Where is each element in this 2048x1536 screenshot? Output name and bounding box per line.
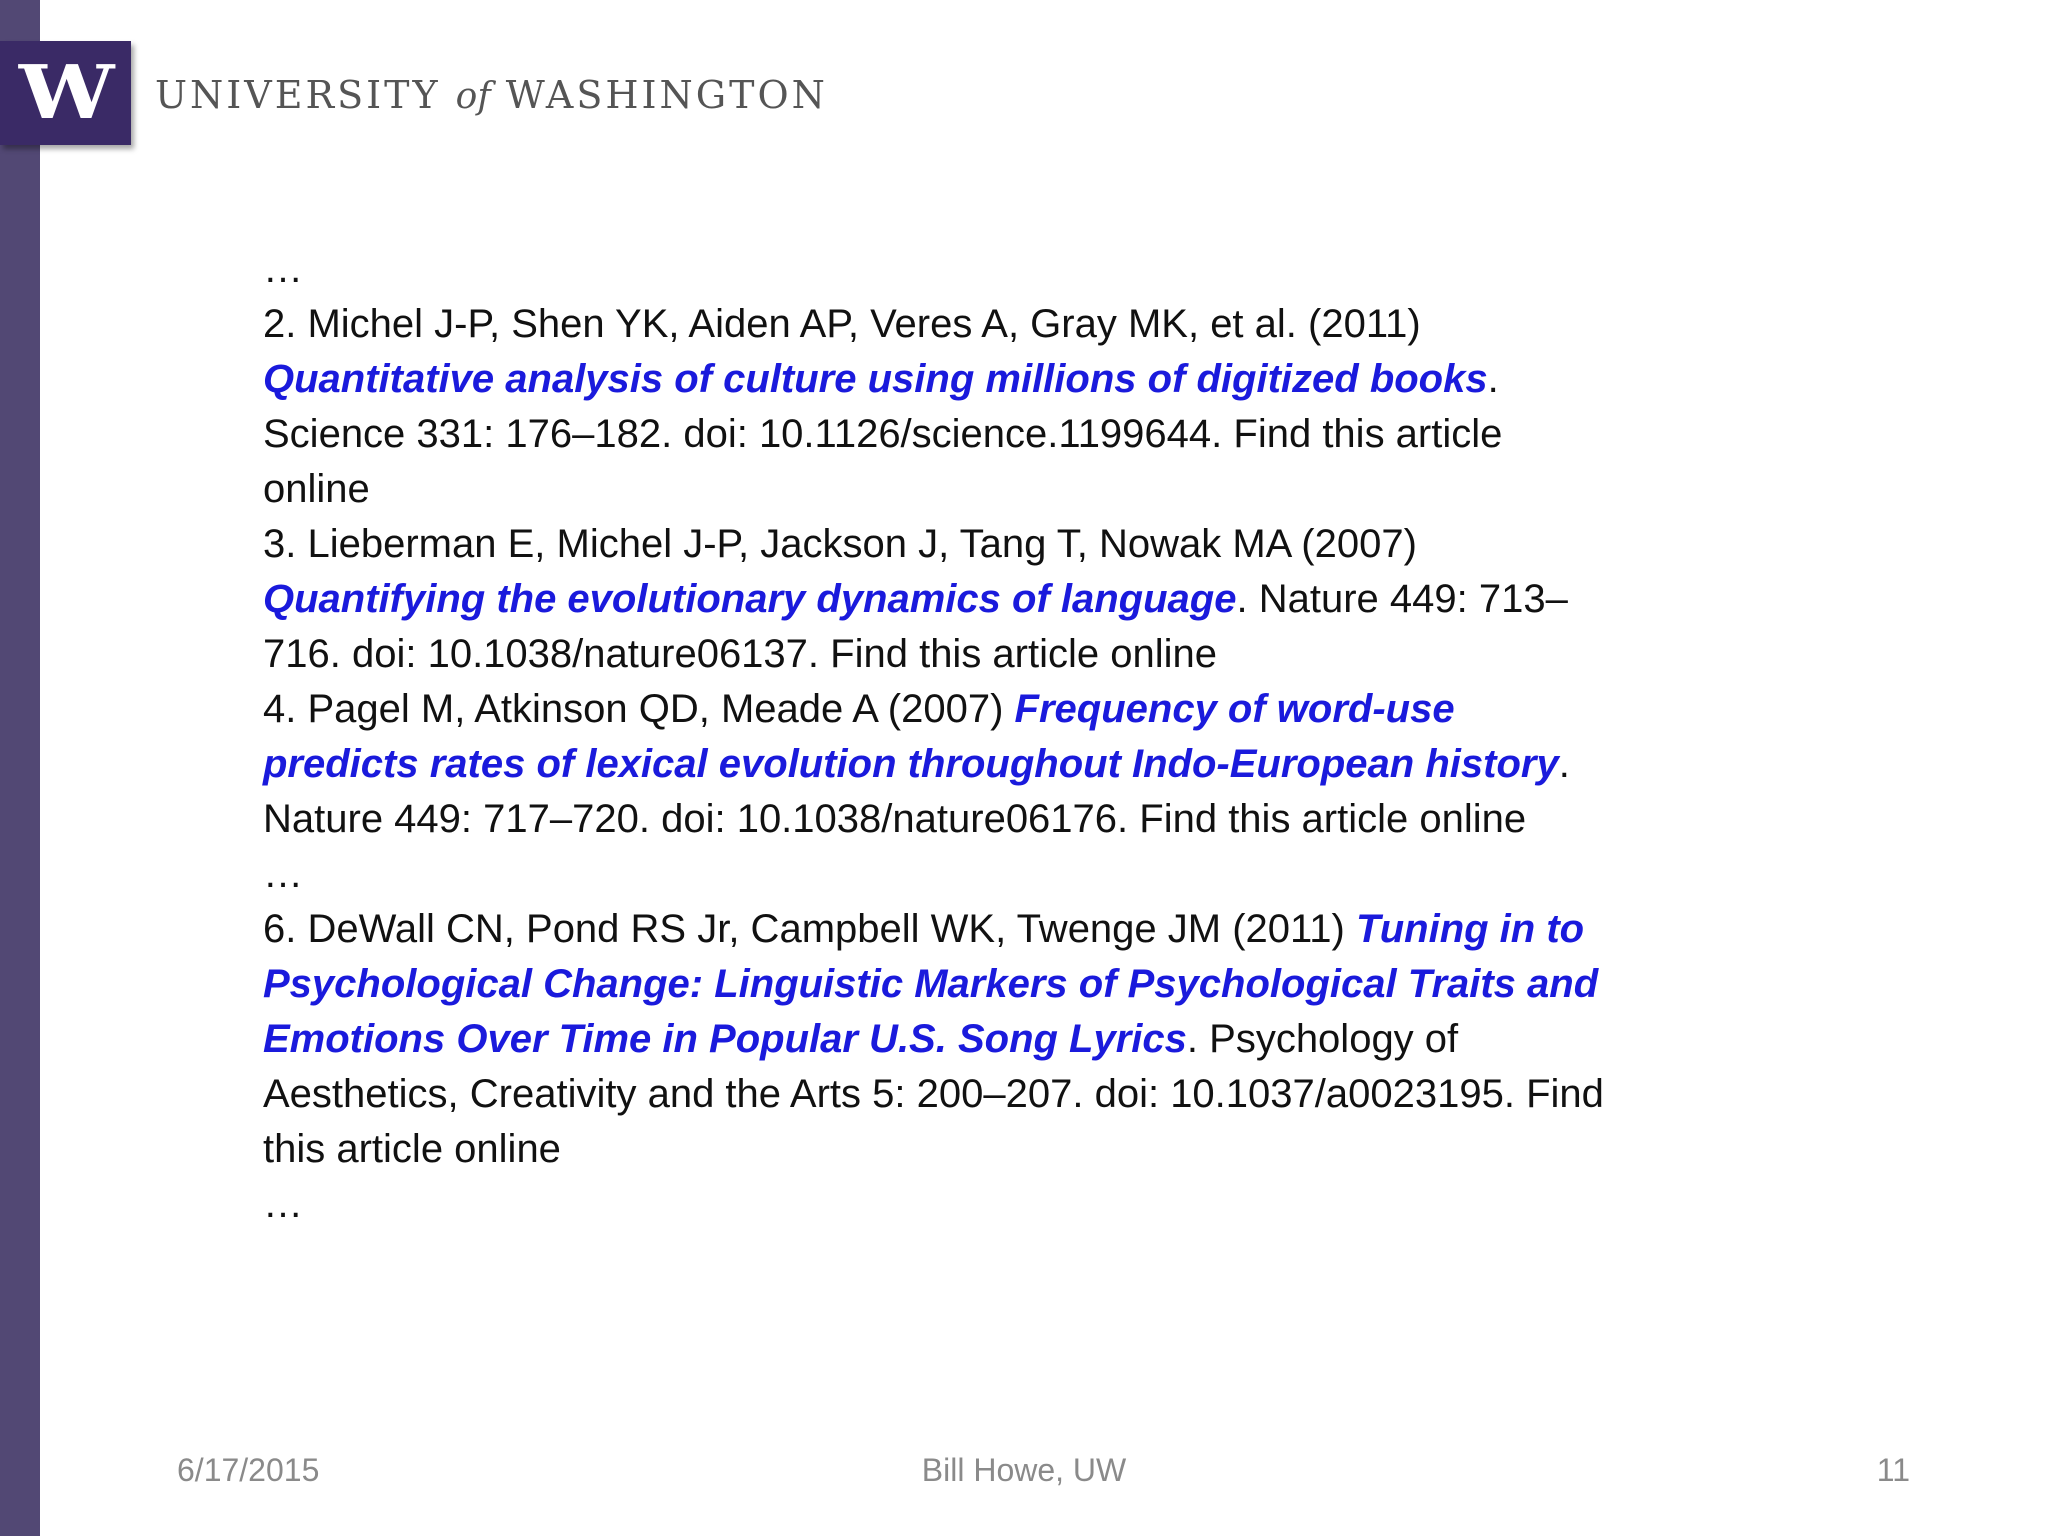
reference-2 <box>263 297 1823 517</box>
reference-4 <box>263 682 1823 847</box>
reference-6-line2 <box>263 957 1823 1012</box>
ellipsis-top: … <box>263 247 303 291</box>
reference-2-authors: 2. Michel J-P, Shen YK, Aiden AP, Veres A, Gray MK, et al. (2011) <box>263 302 1421 346</box>
reference-6-authors: 6. DeWall CN, Pond RS Jr, Campbell WK, Twenge JM (2011) <box>263 907 1356 951</box>
wordmark-university: UNIVERSITY <box>155 73 456 117</box>
reference-6-title-link-cont[interactable]: Psychological Change: Linguistic Markers of Psychological Traits and <box>263 962 1599 1006</box>
reference-4-citation: Nature 449: 717–720. doi: 10.1038/nature06176. Find this article online <box>263 797 1527 841</box>
reference-6 <box>263 902 1823 1177</box>
university-logo <box>0 41 131 145</box>
wordmark-of: of <box>455 76 491 117</box>
reference-2-title-link[interactable]: Quantitative analysis of culture using millions of digitized books <box>263 357 1488 401</box>
reference-3-after-title: . Nature 449: 713– <box>1236 577 1568 621</box>
logo-w-letter: W <box>18 50 113 136</box>
reference-3-citation: 716. doi: 10.1038/nature06137. Find this article online <box>263 632 1218 676</box>
reference-4-authors: 4. Pagel M, Atkinson QD, Meade A (2007) <box>263 687 1015 731</box>
reference-6-after-title: . Psychology of <box>1186 1017 1459 1061</box>
reference-2-citation-cont: online <box>263 467 370 511</box>
reference-4-title-link[interactable]: Frequency of word-use <box>1014 687 1455 731</box>
reference-6-line3 <box>263 1012 1823 1067</box>
reference-3-title-link[interactable]: Quantifying the evolutionary dynamics of language <box>263 577 1237 621</box>
footer-date: 6/17/2015 <box>177 1452 320 1488</box>
reference-6-title-link[interactable]: Tuning in to <box>1356 907 1585 951</box>
reference-4-line2 <box>263 737 1823 792</box>
ellipsis-middle: … <box>263 852 303 896</box>
footer-page-number: 11 <box>1876 1452 1910 1488</box>
reference-6-title-link-end[interactable]: Emotions Over Time in Popular U.S. Song Lyrics <box>263 1017 1187 1061</box>
left-accent-bar <box>0 0 40 1536</box>
reference-6-citation: Aesthetics, Creativity and the Arts 5: 200–207. doi: 10.1037/a0023195. Find <box>263 1072 1604 1116</box>
reference-6-citation-cont: this article online <box>263 1127 561 1171</box>
reference-6-line1 <box>263 902 1823 957</box>
reference-3-authors: 3. Lieberman E, Michel J-P, Jackson J, Tang T, Nowak MA (2007) <box>263 522 1417 566</box>
reference-2-title-line <box>263 352 1823 407</box>
reference-3-title-line <box>263 572 1823 627</box>
university-wordmark <box>155 73 828 117</box>
reference-3 <box>263 517 1823 682</box>
reference-2-after-title: . <box>1487 357 1499 401</box>
reference-4-after-title: . <box>1558 742 1570 786</box>
reference-list <box>263 242 1823 1232</box>
reference-4-title-link-cont[interactable]: predicts rates of lexical evolution throughout Indo-European history <box>263 742 1559 786</box>
ellipsis-bottom: … <box>263 1182 303 1226</box>
wordmark-washington: WASHINGTON <box>490 73 828 117</box>
reference-4-line1 <box>263 682 1823 737</box>
footer-author: Bill Howe, UW <box>921 1452 1127 1488</box>
reference-2-citation: Science 331: 176–182. doi: 10.1126/science.1199644. Find this article <box>263 412 1503 456</box>
